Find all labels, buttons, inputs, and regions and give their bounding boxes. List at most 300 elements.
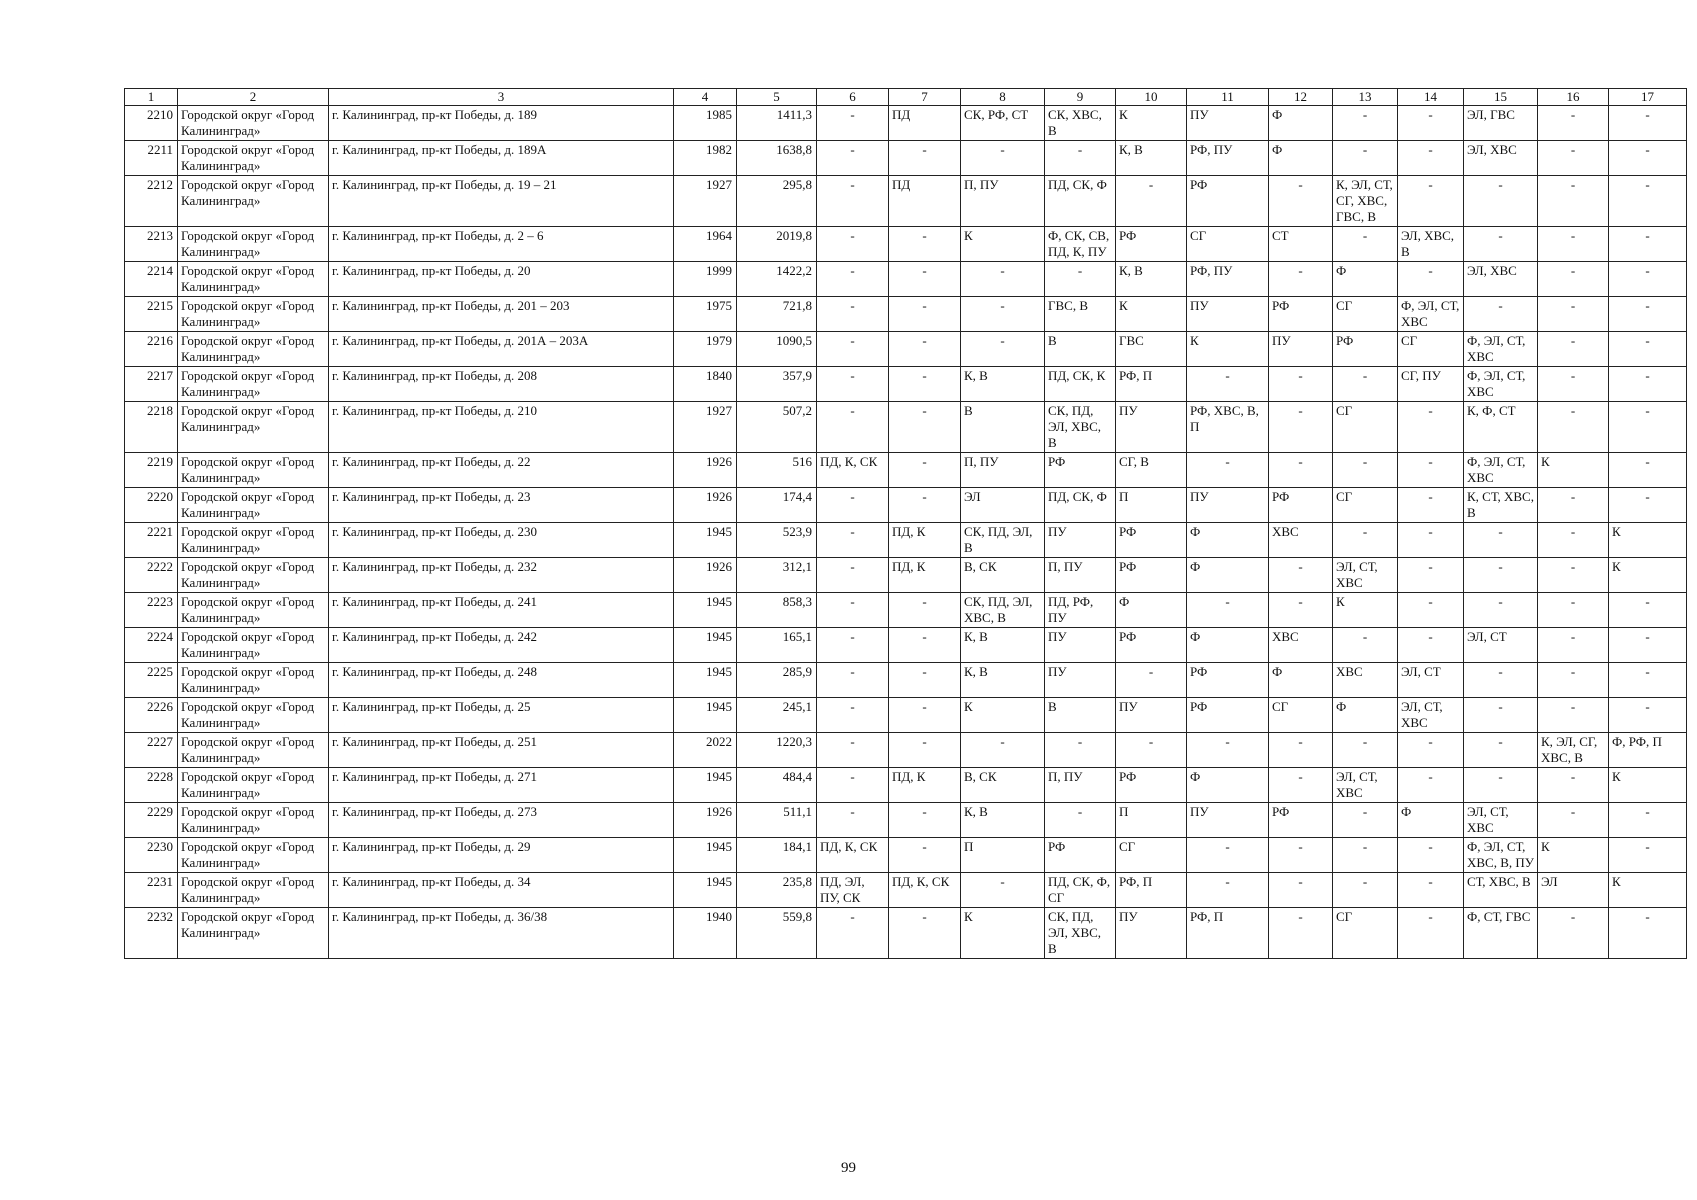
table-body xyxy=(125,106,1687,959)
table-cell: - xyxy=(1269,768,1333,803)
table-cell: - xyxy=(1538,698,1609,733)
table-cell: 1926 xyxy=(674,803,737,838)
table-cell: - xyxy=(961,332,1045,367)
table-cell: Городской округ «Город Калининград» xyxy=(178,367,329,402)
table-cell: К xyxy=(1116,106,1187,141)
table-cell: - xyxy=(1398,176,1464,227)
table-cell: РФ xyxy=(1333,332,1398,367)
table-cell: г. Калининград, пр-кт Победы, д. 248 xyxy=(329,663,674,698)
table-cell: К xyxy=(961,908,1045,959)
table-row xyxy=(125,908,1687,959)
table-cell: - xyxy=(1269,838,1333,873)
table-cell: Городской округ «Город Калининград» xyxy=(178,593,329,628)
table-cell: - xyxy=(1464,297,1538,332)
table-cell: г. Калининград, пр-кт Победы, д. 25 xyxy=(329,698,674,733)
table-cell: ХВС xyxy=(1269,628,1333,663)
table-cell: - xyxy=(1538,628,1609,663)
table-cell: - xyxy=(1609,838,1687,873)
table-cell: СГ, ПУ xyxy=(1398,367,1464,402)
table-cell: - xyxy=(1609,106,1687,141)
column-header: 3 xyxy=(329,89,674,106)
table-cell: 1975 xyxy=(674,297,737,332)
table-cell: 174,4 xyxy=(737,488,817,523)
table-cell: - xyxy=(1609,803,1687,838)
table-cell: - xyxy=(1333,838,1398,873)
table-cell: Городской округ «Город Калининград» xyxy=(178,803,329,838)
table-row xyxy=(125,488,1687,523)
table-cell: К xyxy=(961,698,1045,733)
table-cell: - xyxy=(1333,227,1398,262)
table-cell: 511,1 xyxy=(737,803,817,838)
table-cell: 2019,8 xyxy=(737,227,817,262)
table-cell: - xyxy=(1116,176,1187,227)
table-cell: - xyxy=(817,698,889,733)
table-cell: - xyxy=(1333,628,1398,663)
table-cell: ХВС xyxy=(1269,523,1333,558)
table-cell: 2213 xyxy=(125,227,178,262)
table-cell: - xyxy=(1398,141,1464,176)
column-header: 16 xyxy=(1538,89,1609,106)
table-cell: - xyxy=(1269,733,1333,768)
column-number-row xyxy=(125,89,1687,106)
table-cell: Ф xyxy=(1269,106,1333,141)
table-cell: ЭЛ, СТ, ХВС xyxy=(1333,558,1398,593)
table-cell: РФ, П xyxy=(1116,873,1187,908)
table-cell: Ф xyxy=(1187,558,1269,593)
table-cell: - xyxy=(1398,488,1464,523)
table-cell: 1940 xyxy=(674,908,737,959)
table-cell: Ф, РФ, П xyxy=(1609,733,1687,768)
table-cell: ПД, РФ, ПУ xyxy=(1045,593,1116,628)
table-cell: РФ, ПУ xyxy=(1187,262,1269,297)
table-cell: Ф xyxy=(1269,141,1333,176)
table-cell: К, ЭЛ, СТ, СГ, ХВС, ГВС, В xyxy=(1333,176,1398,227)
table-cell: - xyxy=(1464,593,1538,628)
table-cell: - xyxy=(889,803,961,838)
table-cell: - xyxy=(817,803,889,838)
table-cell: г. Калининград, пр-кт Победы, д. 22 xyxy=(329,453,674,488)
table-cell: К xyxy=(1116,297,1187,332)
table-cell: ПУ xyxy=(1116,698,1187,733)
table-cell: ПУ xyxy=(1187,106,1269,141)
table-cell: СГ xyxy=(1333,402,1398,453)
table-cell: ЭЛ, ХВС, В xyxy=(1398,227,1464,262)
table-cell: ПУ xyxy=(1187,803,1269,838)
table-cell: СТ xyxy=(1269,227,1333,262)
table-row xyxy=(125,803,1687,838)
table-cell: - xyxy=(889,332,961,367)
table-cell: 2219 xyxy=(125,453,178,488)
table-cell: Городской округ «Город Калининград» xyxy=(178,227,329,262)
table-cell: ЭЛ, СТ, ХВС xyxy=(1333,768,1398,803)
table-cell: г. Калининград, пр-кт Победы, д. 19 – 21 xyxy=(329,176,674,227)
table-cell: Ф, ЭЛ, СТ, ХВС, В, ПУ xyxy=(1464,838,1538,873)
table-cell: - xyxy=(1116,663,1187,698)
table-cell: 285,9 xyxy=(737,663,817,698)
column-header: 9 xyxy=(1045,89,1116,106)
table-cell: 1945 xyxy=(674,698,737,733)
table-cell: 2228 xyxy=(125,768,178,803)
table-cell: - xyxy=(1538,227,1609,262)
column-header: 7 xyxy=(889,89,961,106)
table-cell: - xyxy=(889,593,961,628)
table-cell: ЭЛ xyxy=(1538,873,1609,908)
table-cell: 165,1 xyxy=(737,628,817,663)
table-cell: Городской округ «Город Калининград» xyxy=(178,453,329,488)
table-cell: Городской округ «Город Калининград» xyxy=(178,873,329,908)
table-row xyxy=(125,663,1687,698)
table-cell: Городской округ «Город Калининград» xyxy=(178,523,329,558)
table-cell: - xyxy=(817,663,889,698)
table-cell: К xyxy=(961,227,1045,262)
table-cell: - xyxy=(1398,628,1464,663)
table-cell: - xyxy=(889,733,961,768)
table-cell: СГ xyxy=(1333,488,1398,523)
table-cell: Ф, СТ, ГВС xyxy=(1464,908,1538,959)
table-row xyxy=(125,297,1687,332)
table-cell: 1840 xyxy=(674,367,737,402)
table-cell: ПД, ЭЛ, ПУ, СК xyxy=(817,873,889,908)
table-cell: П xyxy=(1116,803,1187,838)
table-cell: СК, ПД, ЭЛ, ХВС, В xyxy=(1045,908,1116,959)
table-cell: 1985 xyxy=(674,106,737,141)
table-row xyxy=(125,523,1687,558)
table-cell: - xyxy=(889,698,961,733)
table-cell: В, СК xyxy=(961,768,1045,803)
table-cell: К, СТ, ХВС, В xyxy=(1464,488,1538,523)
table-cell: - xyxy=(1538,488,1609,523)
table-cell: - xyxy=(817,106,889,141)
table-cell: - xyxy=(1609,402,1687,453)
table-cell: 245,1 xyxy=(737,698,817,733)
table-cell: СГ xyxy=(1269,698,1333,733)
table-cell: 1926 xyxy=(674,453,737,488)
table-row xyxy=(125,332,1687,367)
table-cell: - xyxy=(817,488,889,523)
table-cell: П, ПУ xyxy=(1045,768,1116,803)
table-cell: 2211 xyxy=(125,141,178,176)
table-cell: - xyxy=(1333,873,1398,908)
table-cell: 1945 xyxy=(674,523,737,558)
table-cell: Ф xyxy=(1269,663,1333,698)
table-cell: г. Калининград, пр-кт Победы, д. 23 xyxy=(329,488,674,523)
table-cell: ЭЛ, ХВС xyxy=(1464,262,1538,297)
table-cell: - xyxy=(1398,838,1464,873)
table-cell: - xyxy=(1269,873,1333,908)
table-cell: - xyxy=(1609,297,1687,332)
table-cell: - xyxy=(1538,106,1609,141)
table-cell: 2222 xyxy=(125,558,178,593)
table-cell: 1982 xyxy=(674,141,737,176)
table-cell: В, СК xyxy=(961,558,1045,593)
table-cell: - xyxy=(1269,262,1333,297)
table-cell: г. Калининград, пр-кт Победы, д. 241 xyxy=(329,593,674,628)
table-cell: 295,8 xyxy=(737,176,817,227)
table-cell: - xyxy=(889,141,961,176)
table-cell: 1411,3 xyxy=(737,106,817,141)
table-cell: - xyxy=(1187,838,1269,873)
table-cell: - xyxy=(889,402,961,453)
table-cell: К xyxy=(1333,593,1398,628)
table-cell: ГВС xyxy=(1116,332,1187,367)
table-cell: 1220,3 xyxy=(737,733,817,768)
table-cell: РФ xyxy=(1269,297,1333,332)
table-cell: ПУ xyxy=(1116,402,1187,453)
table-cell: - xyxy=(1398,873,1464,908)
table-cell: 2215 xyxy=(125,297,178,332)
table-cell: 1422,2 xyxy=(737,262,817,297)
table-cell: Ф xyxy=(1187,523,1269,558)
table-cell: - xyxy=(1609,453,1687,488)
table-cell: - xyxy=(817,593,889,628)
table-cell: - xyxy=(889,367,961,402)
table-cell: 2216 xyxy=(125,332,178,367)
table-cell: ПД, К, СК xyxy=(817,453,889,488)
table-cell: ЭЛ, ХВС xyxy=(1464,141,1538,176)
table-cell: 2232 xyxy=(125,908,178,959)
table-row xyxy=(125,593,1687,628)
table-cell: - xyxy=(1269,558,1333,593)
table-cell: К, В xyxy=(1116,141,1187,176)
column-header: 11 xyxy=(1187,89,1269,106)
table-cell: 1999 xyxy=(674,262,737,297)
table-cell: - xyxy=(1538,367,1609,402)
table-cell: К xyxy=(1538,453,1609,488)
table-cell: Городской округ «Город Калининград» xyxy=(178,768,329,803)
table-cell: - xyxy=(961,873,1045,908)
table-cell: г. Калининград, пр-кт Победы, д. 273 xyxy=(329,803,674,838)
column-header: 2 xyxy=(178,89,329,106)
table-cell: ПД, К xyxy=(889,768,961,803)
table-cell: ПД xyxy=(889,176,961,227)
table-cell: В xyxy=(961,402,1045,453)
table-cell: - xyxy=(1333,803,1398,838)
table-cell: - xyxy=(817,332,889,367)
table-cell: 1638,8 xyxy=(737,141,817,176)
table-cell: 2226 xyxy=(125,698,178,733)
table-cell: Ф xyxy=(1333,262,1398,297)
table-cell: ПД, СК, Ф xyxy=(1045,176,1116,227)
table-cell: 1927 xyxy=(674,176,737,227)
table-cell: - xyxy=(1187,873,1269,908)
table-cell: - xyxy=(1538,908,1609,959)
table-cell: - xyxy=(1538,297,1609,332)
table-cell: 559,8 xyxy=(737,908,817,959)
table-cell: - xyxy=(1609,176,1687,227)
table-cell: РФ xyxy=(1187,698,1269,733)
table-cell: Городской округ «Город Калининград» xyxy=(178,733,329,768)
table-cell: РФ xyxy=(1116,523,1187,558)
table-cell: - xyxy=(1398,262,1464,297)
table-cell: - xyxy=(817,768,889,803)
table-cell: - xyxy=(1333,367,1398,402)
table-cell: К xyxy=(1609,558,1687,593)
table-cell: 507,2 xyxy=(737,402,817,453)
table-cell: 2220 xyxy=(125,488,178,523)
table-cell: - xyxy=(1538,558,1609,593)
table-cell: - xyxy=(1538,332,1609,367)
table-cell: ЭЛ, ГВС xyxy=(1464,106,1538,141)
table-cell: - xyxy=(1609,628,1687,663)
table-cell: - xyxy=(1398,453,1464,488)
table-cell: - xyxy=(1538,141,1609,176)
table-cell: Городской округ «Город Калининград» xyxy=(178,106,329,141)
table-cell: П xyxy=(961,838,1045,873)
table-cell: - xyxy=(1538,262,1609,297)
table-cell: - xyxy=(1333,141,1398,176)
table-cell: К, В xyxy=(961,803,1045,838)
table-cell: ПД, СК, К xyxy=(1045,367,1116,402)
table-cell: - xyxy=(961,262,1045,297)
table-row xyxy=(125,176,1687,227)
table-cell: - xyxy=(1333,523,1398,558)
table-cell: 1945 xyxy=(674,593,737,628)
page-number: 99 xyxy=(841,1160,856,1176)
table-cell: РФ, ХВС, В, П xyxy=(1187,402,1269,453)
table-cell: - xyxy=(889,227,961,262)
table-cell: Городской округ «Город Калининград» xyxy=(178,558,329,593)
table-cell: Ф, ЭЛ, СТ, ХВС xyxy=(1398,297,1464,332)
table-cell: 2210 xyxy=(125,106,178,141)
table-cell: 484,4 xyxy=(737,768,817,803)
table-cell: - xyxy=(1538,523,1609,558)
table-cell: - xyxy=(889,297,961,332)
table-cell: - xyxy=(889,908,961,959)
table-cell: 1964 xyxy=(674,227,737,262)
table-row xyxy=(125,873,1687,908)
table-cell: Городской округ «Город Калининград» xyxy=(178,176,329,227)
table-cell: - xyxy=(1538,402,1609,453)
table-cell: К xyxy=(1187,332,1269,367)
table-cell: - xyxy=(889,628,961,663)
table-cell: РФ xyxy=(1116,768,1187,803)
table-cell: ГВС, В xyxy=(1045,297,1116,332)
table-cell: СК, ПД, ЭЛ, ХВС, В xyxy=(1045,402,1116,453)
table-cell: - xyxy=(817,141,889,176)
column-header: 8 xyxy=(961,89,1045,106)
table-cell: г. Калининград, пр-кт Победы, д. 271 xyxy=(329,768,674,803)
table-cell: - xyxy=(961,297,1045,332)
table-cell: 2212 xyxy=(125,176,178,227)
table-cell: ПД, К xyxy=(889,558,961,593)
table-cell: г. Калининград, пр-кт Победы, д. 242 xyxy=(329,628,674,663)
table-cell: РФ xyxy=(1045,838,1116,873)
table-cell: К xyxy=(1609,768,1687,803)
table-cell: г. Калининград, пр-кт Победы, д. 2 – 6 xyxy=(329,227,674,262)
table-cell: Городской округ «Город Калининград» xyxy=(178,628,329,663)
table-cell: Ф, ЭЛ, СТ, ХВС xyxy=(1464,367,1538,402)
table-cell: - xyxy=(961,733,1045,768)
table-cell: 1945 xyxy=(674,838,737,873)
table-row xyxy=(125,838,1687,873)
table-cell: ЭЛ, СТ, ХВС xyxy=(1398,698,1464,733)
table-cell: - xyxy=(1269,453,1333,488)
table-cell: 2229 xyxy=(125,803,178,838)
table-row xyxy=(125,262,1687,297)
registry-table xyxy=(124,88,1687,959)
table-row xyxy=(125,628,1687,663)
column-header: 17 xyxy=(1609,89,1687,106)
table-cell: К xyxy=(1538,838,1609,873)
table-cell: 1926 xyxy=(674,488,737,523)
table-cell: 2214 xyxy=(125,262,178,297)
table-cell: 2230 xyxy=(125,838,178,873)
table-cell: - xyxy=(1045,141,1116,176)
table-cell: - xyxy=(817,227,889,262)
table-cell: - xyxy=(1398,593,1464,628)
table-cell: - xyxy=(1269,367,1333,402)
table-cell: г. Калининград, пр-кт Победы, д. 36/38 xyxy=(329,908,674,959)
table-cell: Ф, СК, СВ, ПД, К, ПУ xyxy=(1045,227,1116,262)
table-cell: 1926 xyxy=(674,558,737,593)
table-cell: 523,9 xyxy=(737,523,817,558)
table-cell: К, В xyxy=(961,367,1045,402)
table-cell: - xyxy=(1464,523,1538,558)
table-cell: 1945 xyxy=(674,768,737,803)
column-header: 13 xyxy=(1333,89,1398,106)
table-row xyxy=(125,558,1687,593)
table-cell: ПД, К xyxy=(889,523,961,558)
table-cell: 184,1 xyxy=(737,838,817,873)
table-cell: - xyxy=(1333,453,1398,488)
table-cell: ПУ xyxy=(1187,297,1269,332)
table-cell: Городской округ «Город Калининград» xyxy=(178,332,329,367)
table-cell: - xyxy=(817,908,889,959)
table-cell: 2221 xyxy=(125,523,178,558)
table-cell: - xyxy=(817,402,889,453)
table-cell: - xyxy=(1187,367,1269,402)
table-cell: П, ПУ xyxy=(961,176,1045,227)
table-cell: - xyxy=(1045,733,1116,768)
table-cell: ПД, К, СК xyxy=(817,838,889,873)
table-row xyxy=(125,367,1687,402)
table-cell: - xyxy=(889,453,961,488)
table-row xyxy=(125,106,1687,141)
table-cell: - xyxy=(1609,227,1687,262)
table-cell: - xyxy=(1333,106,1398,141)
column-header: 1 xyxy=(125,89,178,106)
table-cell: СК, ПД, ЭЛ, ХВС, В xyxy=(961,593,1045,628)
table-cell: 1945 xyxy=(674,663,737,698)
table-cell: 2225 xyxy=(125,663,178,698)
table-cell: - xyxy=(817,262,889,297)
table-cell: - xyxy=(1045,803,1116,838)
table-cell: 1979 xyxy=(674,332,737,367)
table-cell: РФ, П xyxy=(1187,908,1269,959)
table-cell: - xyxy=(817,558,889,593)
table-cell: г. Калининград, пр-кт Победы, д. 230 xyxy=(329,523,674,558)
column-header: 10 xyxy=(1116,89,1187,106)
table-cell: 2224 xyxy=(125,628,178,663)
table-cell: 1945 xyxy=(674,873,737,908)
table-cell: - xyxy=(1398,908,1464,959)
table-cell: - xyxy=(1464,227,1538,262)
table-cell: - xyxy=(1464,733,1538,768)
table-cell: - xyxy=(889,488,961,523)
table-cell: К xyxy=(1609,523,1687,558)
table-cell: 721,8 xyxy=(737,297,817,332)
table-row xyxy=(125,453,1687,488)
table-cell: Городской округ «Город Калининград» xyxy=(178,262,329,297)
table-cell: - xyxy=(1116,733,1187,768)
table-row xyxy=(125,402,1687,453)
table-cell: РФ, ПУ xyxy=(1187,141,1269,176)
table-cell: - xyxy=(1269,593,1333,628)
table-cell: г. Калининград, пр-кт Победы, д. 189А xyxy=(329,141,674,176)
table-cell: СГ xyxy=(1187,227,1269,262)
table-cell: - xyxy=(1187,593,1269,628)
table-cell: - xyxy=(1398,768,1464,803)
